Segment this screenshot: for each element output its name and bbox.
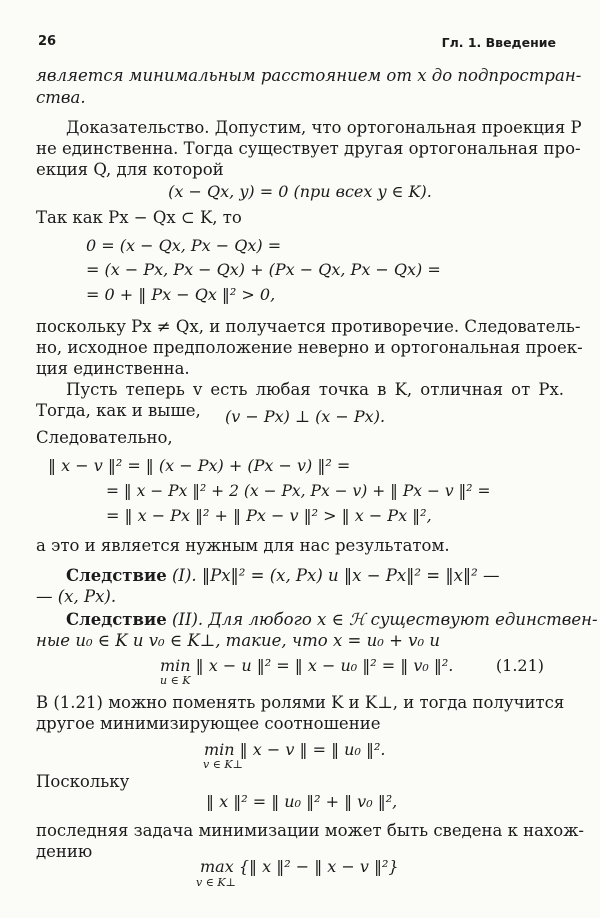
- running-head: Гл. 1. Введение: [441, 35, 556, 50]
- equation-subscript: v ∈ K⊥: [203, 758, 243, 771]
- equation-line: ‖ x − v ‖² = ‖ (x − Px) + (Px − v) ‖² =: [48, 456, 351, 475]
- equation-line: = ‖ x − Px ‖² + ‖ Px − v ‖² > ‖ x − Px ‖²,: [106, 506, 432, 525]
- text-line: ция единственна.: [36, 359, 190, 378]
- page-number: 26: [38, 34, 57, 49]
- text-line: В (1.21) можно поменять ролями K и K⊥, и тогда получится: [36, 693, 565, 712]
- equation-subscript: u ∈ K: [160, 674, 191, 687]
- text-line: ные u₀ ∈ K и v₀ ∈ K⊥, такие, что x = u₀ + v₀ и: [36, 631, 440, 650]
- equation-body: min ‖ x − u ‖² = ‖ x − u₀ ‖² = ‖ v₀ ‖².: [160, 656, 454, 675]
- text-line: Пусть теперь v есть любая точка в K, отличная от Px.: [66, 380, 564, 399]
- equation: (v − Px) ⊥ (x − Px).: [224, 407, 386, 426]
- text-line: не единственна. Тогда существует другая ортогональная про-: [36, 139, 581, 158]
- equation: ‖ x ‖² = ‖ u₀ ‖² + ‖ v₀ ‖²,: [206, 792, 398, 811]
- corollary-text: (II). Для любого x ∈ ℋ существуют единствен-: [171, 610, 598, 629]
- text-line: Так как Px − Qx ⊂ K, то: [36, 208, 242, 227]
- equation-line: = 0 + ‖ Px − Qx ‖² > 0,: [86, 285, 276, 304]
- text-line: Тогда, как и выше,: [36, 401, 201, 420]
- corollary-2-line: [66, 610, 598, 630]
- corollary-1-line: [66, 566, 558, 586]
- text-line: последняя задача минимизации может быть сведена к нахож-: [36, 821, 584, 840]
- equation: min ‖ x − v ‖ = ‖ u₀ ‖².: [204, 740, 386, 759]
- equation-line: = (x − Px, Px − Qx) + (Px − Qx, Px − Qx) =: [86, 260, 441, 279]
- equation-1-21: [160, 656, 556, 676]
- equation-line: = ‖ x − Px ‖² + 2 (x − Px, Px − v) + ‖ Px − v ‖² =: [106, 482, 491, 500]
- corollary-label: Следствие: [66, 610, 167, 629]
- corollary-label: Следствие: [66, 566, 167, 585]
- proof-start-line: Доказательство. Допустим, что ортогональная проекция P: [66, 118, 582, 137]
- text-line: — (x, Px).: [36, 587, 117, 606]
- equation-subscript: v ∈ K⊥: [196, 876, 236, 889]
- text-line: екция Q, для которой: [36, 160, 224, 179]
- text-line: Поскольку: [36, 772, 130, 791]
- text-line: дению: [36, 842, 93, 861]
- equation-line: 0 = (x − Qx, Px − Qx) =: [86, 236, 282, 255]
- text-line: другое минимизирующее соотношение: [36, 714, 381, 733]
- equation: (x − Qx, y) = 0 (при всех y ∈ K).: [168, 182, 432, 201]
- text-line: Следовательно,: [36, 428, 173, 447]
- text-line: но, исходное предположение неверно и ортогональная проек-: [36, 338, 583, 357]
- equation-number: (1.21): [495, 656, 544, 675]
- text-line: ства.: [36, 88, 86, 107]
- text-line: является минимальным расстоянием от x до подпростран-: [36, 66, 582, 85]
- corollary-text: (I). ‖Px‖² = (x, Px) и ‖x − Px‖² = ‖x‖² —: [171, 566, 500, 585]
- text-line: а это и является нужным для нас результатом.: [36, 536, 450, 555]
- equation: max {‖ x ‖² − ‖ x − v ‖²}: [200, 857, 399, 876]
- text-line: поскольку Px ≠ Qx, и получается противоречие. Следователь-: [36, 317, 581, 336]
